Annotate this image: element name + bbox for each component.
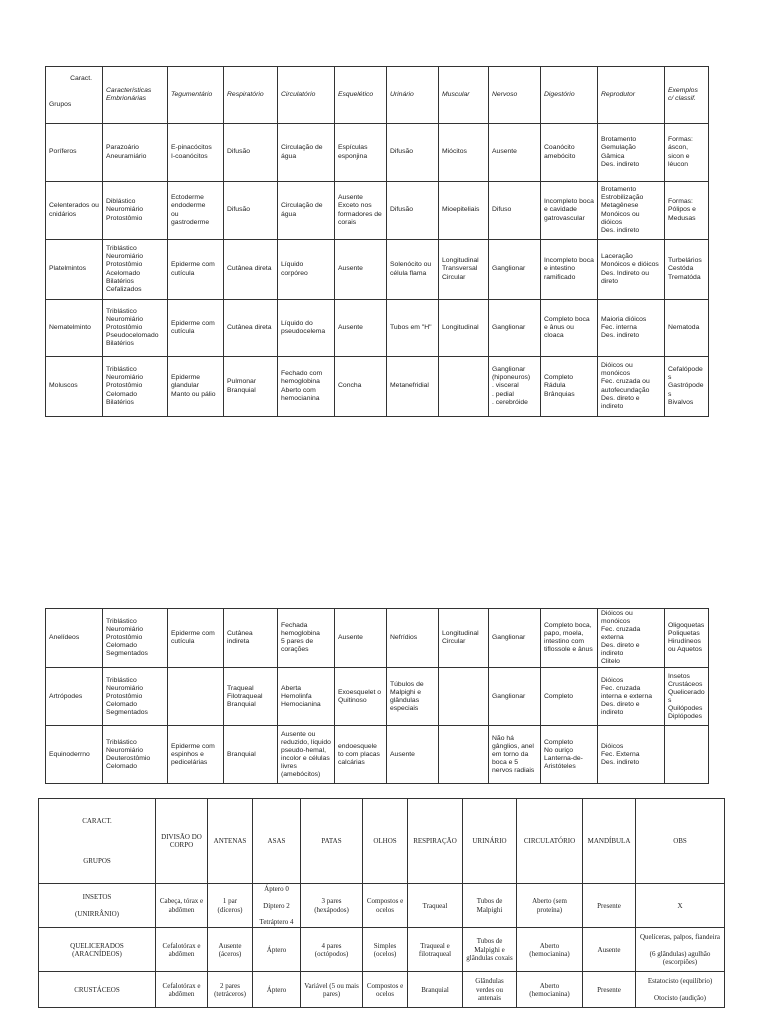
table-cell: Aberto (hemocianina) — [517, 972, 583, 1008]
table3-corner-cell — [39, 799, 156, 884]
table1-corner-bottom: Grupos — [49, 100, 72, 108]
table-cell: Epiderme com cutícula — [168, 240, 224, 300]
table1-header-cell: Características Embrionárias — [103, 67, 168, 124]
table-cell: Difusão — [224, 124, 278, 182]
table-cell: Ausente — [583, 928, 636, 972]
group-name-cell: Equinoderrno — [46, 726, 103, 784]
arthropods-table — [38, 798, 725, 1008]
table-cell: Variável (5 ou mais pares) — [301, 972, 363, 1008]
table-cell: Não há gânglios, anel em torno da boca e 5 nervos radiais — [489, 726, 541, 784]
table-cell: Brotamento Estrobilização Metagênese Monóicos ou dióicos Des. indireto — [598, 182, 665, 240]
table-cell: Dióicos ou monóicos Fec. cruzada ou autofecundação Des. direto e indireto — [598, 357, 665, 417]
table-cell: Completo boca e ânus ou cloaca — [541, 300, 598, 357]
table-cell: Triblástico Neuromiário Protostômio Celomado Segmentados — [103, 668, 168, 726]
table-row — [46, 300, 709, 357]
table-cell: Completo boca, papo, moela, intestino com tiflossole e ânus — [541, 609, 598, 668]
table-cell: Cabeça, tórax e abdômen — [156, 884, 208, 928]
table-cell: Epiderme glandular Manto ou pálio — [168, 357, 224, 417]
table-cell: Tubos de Malpighi e glândulas coxais — [463, 928, 517, 972]
table-row — [39, 884, 725, 928]
table-cell: Cutânea direta — [224, 240, 278, 300]
table-cell: Diblástico Neuromiário Protostômio — [103, 182, 168, 240]
table1-header-cell: Exemplos c/ classif. — [665, 67, 709, 124]
table-cell: Miócitos — [439, 124, 489, 182]
table-cell: Cutânea direta — [224, 300, 278, 357]
invertebrates-table-part1 — [45, 66, 709, 417]
table-cell — [439, 668, 489, 726]
table-cell: 2 pares (tetráceros) — [208, 972, 253, 1008]
table-cell: Áptero — [253, 928, 301, 972]
table-cell: Exoesquelet o Quitinoso — [335, 668, 387, 726]
table-cell: Triblástico Neuromiário Protostômio Pseudocelomado Bilatérios — [103, 300, 168, 357]
table1-header-cell: Tegumentário — [168, 67, 224, 124]
table-cell: Dióicos Fec. cruzada interna e externa Des. direto e indireto — [598, 668, 665, 726]
group-name-cell: Anelídeos — [46, 609, 103, 668]
table3-header-row — [39, 799, 725, 884]
table-cell: Aberto (hemocianina) — [517, 928, 583, 972]
table-cell: Cefalotórax e abdômen — [156, 928, 208, 972]
table3-header-cell: OLHOS — [363, 799, 408, 884]
table-cell: Insetos Crustáceos Quelicerados Quilópodes Diplópodes — [665, 668, 709, 726]
table-cell: Triblástico Neuromiário Protostômio Celomado Bilatérios — [103, 357, 168, 417]
table-cell: Cefalópodes Gastrópodes Bivalvos — [665, 357, 709, 417]
table-cell: Quelíceras, palpos, fiandeira (6 glândulas) agulhão (escorpiões) — [636, 928, 725, 972]
table-cell — [665, 726, 709, 784]
table-cell: 1 par (díceros) — [208, 884, 253, 928]
table-cell: Difuso — [489, 182, 541, 240]
table-cell: Simples (ocelos) — [363, 928, 408, 972]
table3-header-cell: ASAS — [253, 799, 301, 884]
group-name-cell: QUELICERADOS (ARACNÍDEOS) — [39, 928, 156, 972]
table-cell: Ausente (áceros) — [208, 928, 253, 972]
table-cell: Difusão — [387, 182, 439, 240]
table-cell: Ausente Exceto nos formadores de corais — [335, 182, 387, 240]
table-row — [46, 182, 709, 240]
group-name-cell: Artrópodes — [46, 668, 103, 726]
table-cell: Aberta Hemolinfa Hemocianina — [278, 668, 335, 726]
table-cell: Presente — [583, 972, 636, 1008]
table-cell: Completo No ouriço Lanterna-de-Aristóteles — [541, 726, 598, 784]
table-cell: Turbelários Cestóda Trematóda — [665, 240, 709, 300]
table-cell: 4 pares (octópodos) — [301, 928, 363, 972]
table-cell: Traqueal e filotraqueal — [408, 928, 463, 972]
table-cell: Ganglionar — [489, 609, 541, 668]
table1-header-row — [46, 67, 709, 124]
table-cell: Circulação de água — [278, 182, 335, 240]
table1-header-cell: Reprodutor — [598, 67, 665, 124]
table3-header-cell: CIRCULATÓRIO — [517, 799, 583, 884]
table-cell: Branquial — [408, 972, 463, 1008]
table-cell: Estatocisto (equilíbrio) Otocisto (audição) — [636, 972, 725, 1008]
table-cell: Longitudinal — [439, 300, 489, 357]
table-cell: Glândulas verdes ou antenais — [463, 972, 517, 1008]
table-cell: Brotamento Gemulação Gâmica Des. indireto — [598, 124, 665, 182]
table-cell: Traqueal — [408, 884, 463, 928]
table-cell: Aberto (sem proteína) — [517, 884, 583, 928]
table-cell: Maioria dióicos Fec. interna Des. indireto — [598, 300, 665, 357]
table-cell: Longitudinal Circular — [439, 609, 489, 668]
table-cell: Áptero 0 Díptero 2 Tetráptero 4 — [253, 884, 301, 928]
table-cell: Mioepiteliais — [439, 182, 489, 240]
table-cell: Completo — [541, 668, 598, 726]
group-name-cell: CRUSTÁCEOS — [39, 972, 156, 1008]
table3-header-cell: ANTENAS — [208, 799, 253, 884]
table-cell: Incompleto boca e intestino ramificado — [541, 240, 598, 300]
table-row — [46, 668, 709, 726]
table-cell: Compostos e ocelos — [363, 884, 408, 928]
table-cell: Nematoda — [665, 300, 709, 357]
table-cell: Epiderme com cutícula — [168, 300, 224, 357]
table-cell: Espículas esponjina — [335, 124, 387, 182]
table-cell — [168, 668, 224, 726]
table-cell: Concha — [335, 357, 387, 417]
table-cell: Laceração Monóicos e dióicos Des. Indireto ou direto — [598, 240, 665, 300]
table1-header-cell: Circulatório — [278, 67, 335, 124]
table-cell: 3 pares (hexápodos) — [301, 884, 363, 928]
table1-header-cell: Esquelético — [335, 67, 387, 124]
table-cell: Dióicos Fec. Externa Des. indireto — [598, 726, 665, 784]
table-cell: Difusão — [387, 124, 439, 182]
table-cell: endoesquele to com placas calcárias — [335, 726, 387, 784]
table3-header-cell: MANDÍBULA — [583, 799, 636, 884]
table-cell: Formas: Pólipos e Medusas — [665, 182, 709, 240]
table-cell: Áptero — [253, 972, 301, 1008]
table-cell: Fechado com hemoglobina Aberto com hemocianina — [278, 357, 335, 417]
table-cell: Triblástico Neuromiário Deuterostômio Celomado — [103, 726, 168, 784]
table3-corner-top: CARACT. — [82, 817, 112, 825]
table-cell: Ectoderme endoderme ou gastroderme — [168, 182, 224, 240]
table3-corner-bottom: GRUPOS — [83, 856, 111, 865]
table-cell: Nefrídios — [387, 609, 439, 668]
table-cell: Túbulos de Malpighi e glândulas especiais — [387, 668, 439, 726]
table1-header-cell: Muscular — [439, 67, 489, 124]
group-name-cell: Nematelminto — [46, 300, 103, 357]
table3-header-cell: URINÁRIO — [463, 799, 517, 884]
table-cell: Epiderme com cutícula — [168, 609, 224, 668]
table-cell: Presente — [583, 884, 636, 928]
table-cell: Tubos de Malpighi — [463, 884, 517, 928]
table1-corner-cell — [46, 67, 103, 124]
table1-header-cell: Nervoso — [489, 67, 541, 124]
table-cell: Circulação de água — [278, 124, 335, 182]
table-cell: Ganglionar (hiponeuros) . visceral . pedial . cerebróide — [489, 357, 541, 417]
group-name-cell: Moluscos — [46, 357, 103, 417]
table-cell: Cutânea indireta — [224, 609, 278, 668]
group-name-cell: Poríferos — [46, 124, 103, 182]
table-cell: Pulmonar Branquial — [224, 357, 278, 417]
table-row — [39, 972, 725, 1008]
table-cell: Compostos e ocelos — [363, 972, 408, 1008]
table1-header-cell: Respiratório — [224, 67, 278, 124]
table1-corner-top: Caract. — [70, 75, 92, 82]
table-cell: Traqueal Filotraqueal Branquial — [224, 668, 278, 726]
table-cell: Metanefridial — [387, 357, 439, 417]
table-cell: Ausente — [335, 300, 387, 357]
table-row — [46, 357, 709, 417]
table-cell: Triblástico Neuromiário Protostômio Acelomado Bilatérios Cefalizados — [103, 240, 168, 300]
table-cell: Cefalotórax e abdômen — [156, 972, 208, 1008]
table-cell — [439, 726, 489, 784]
table-cell: Parazoário Aneuramiário — [103, 124, 168, 182]
table-cell: X — [636, 884, 725, 928]
table-cell: Ausente — [335, 609, 387, 668]
table-cell — [439, 357, 489, 417]
table-cell: Incompleto boca e cavidade gatrovascular — [541, 182, 598, 240]
table-cell: Formas: áscon, sicon e léucon — [665, 124, 709, 182]
table-cell: Tubos em "H" — [387, 300, 439, 357]
table-cell: E-pinacócitos I-coanócitos — [168, 124, 224, 182]
group-name-cell: Platelmintos — [46, 240, 103, 300]
table-cell: Fechada hemoglobina 5 pares de corações — [278, 609, 335, 668]
table-cell: Ausente — [387, 726, 439, 784]
table-cell: Solenócito ou célula flama — [387, 240, 439, 300]
table-cell: Coanócito amebócito — [541, 124, 598, 182]
table3-header-cell: RESPIRAÇÃO — [408, 799, 463, 884]
table-cell: Ausente — [489, 124, 541, 182]
group-name-cell: Celenterados ou cnidários — [46, 182, 103, 240]
table-row — [46, 726, 709, 784]
table-row — [46, 124, 709, 182]
table-cell: Oligoquetas Poliquetas Hirudíneos ou Aquetos — [665, 609, 709, 668]
table3-header-cell: DIVISÃO DO CORPO — [156, 799, 208, 884]
table-row — [46, 609, 709, 668]
table-cell: Ganglionar — [489, 240, 541, 300]
table-cell: Ausente ou reduzido, líquido pseudo-hemal, incolor e células livres (amebócitos) — [278, 726, 335, 784]
table-cell: Ganglionar — [489, 668, 541, 726]
table-cell: Completo Rádula Brânquias — [541, 357, 598, 417]
table-cell: Longitudinal Transversal Circular — [439, 240, 489, 300]
table-cell: Branquial — [224, 726, 278, 784]
table-cell: Líquido do pseudocelema — [278, 300, 335, 357]
table-cell: Triblástico Neuromiário Protostômio Celomado Segmentados — [103, 609, 168, 668]
table-cell: Ausente — [335, 240, 387, 300]
table-cell: Ganglionar — [489, 300, 541, 357]
table-cell: Difusão — [224, 182, 278, 240]
table-cell: Líquido corpóreo — [278, 240, 335, 300]
invertebrates-table-part2 — [45, 608, 709, 784]
table-row — [39, 928, 725, 972]
table-cell: Epiderme com espinhos e pedicelárias — [168, 726, 224, 784]
group-name-cell: INSETOS (UNIRRÂNIO) — [39, 884, 156, 928]
table1-header-cell: Urinário — [387, 67, 439, 124]
table-cell: Dióicos ou monóicos Fec. cruzada externa Des. direto e indireto Clitelo — [598, 609, 665, 668]
table1-header-cell: Digestório — [541, 67, 598, 124]
table-row — [46, 240, 709, 300]
table3-header-cell: OBS — [636, 799, 725, 884]
table3-header-cell: PATAS — [301, 799, 363, 884]
